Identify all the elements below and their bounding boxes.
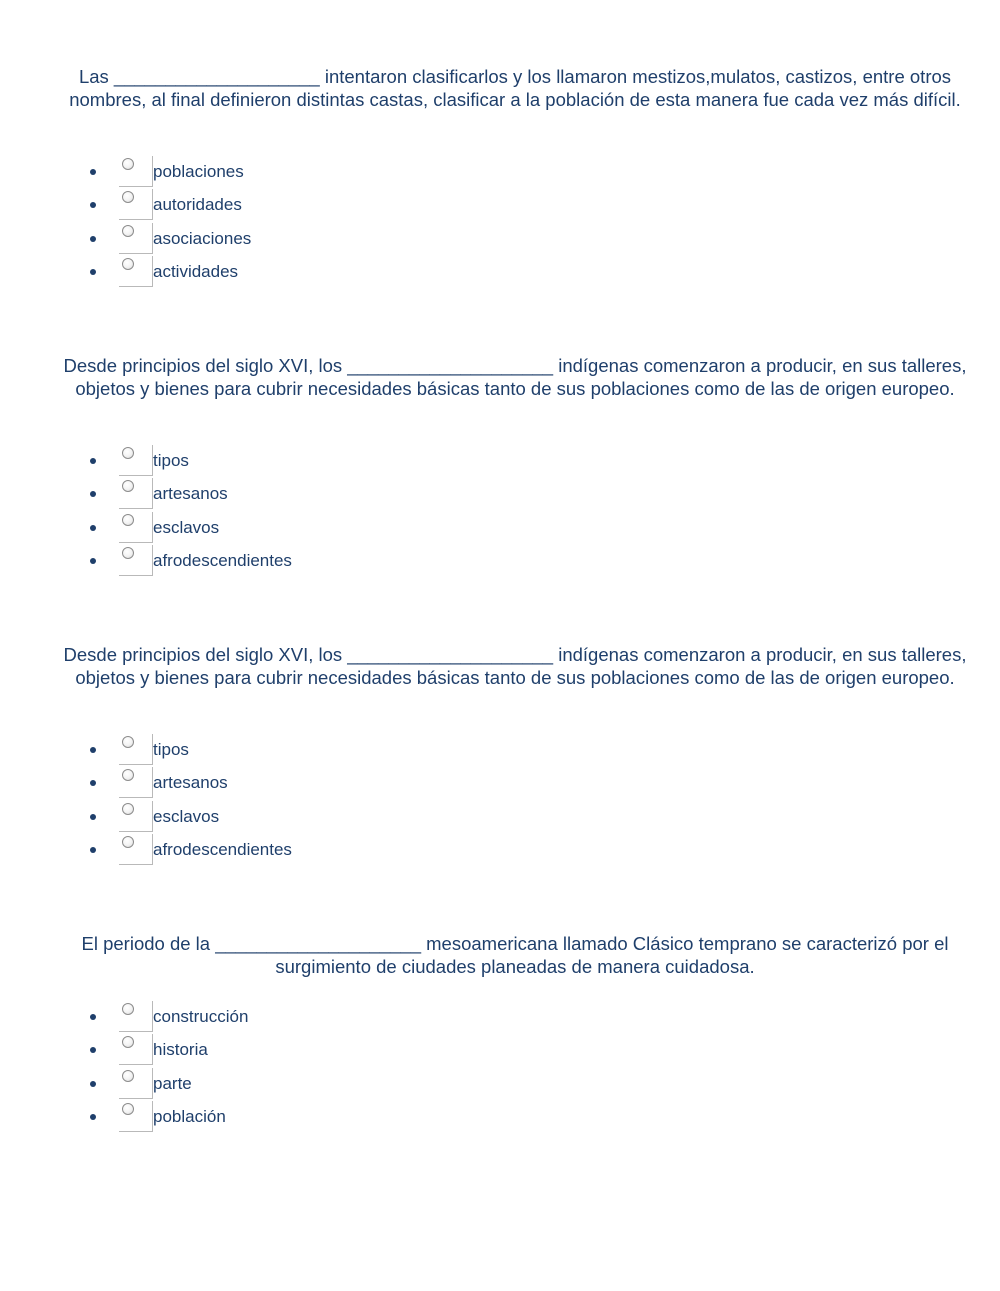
bullet-icon	[90, 236, 96, 242]
radio-circle-icon	[122, 1070, 134, 1082]
answer-option-label[interactable]: actividades	[153, 262, 239, 282]
answer-option-label[interactable]: parte	[153, 1073, 192, 1093]
answer-option-label[interactable]: tipos	[153, 451, 189, 470]
radio-circle-icon	[122, 803, 134, 815]
radio-button[interactable]	[119, 445, 153, 476]
question-2	[60, 355, 970, 571]
bullet-icon	[90, 780, 96, 786]
radio-circle-icon	[122, 447, 134, 459]
radio-button[interactable]	[119, 545, 153, 576]
radio-circle-icon	[122, 191, 134, 203]
answer-option-label[interactable]: esclavos	[153, 806, 220, 826]
answer-option-label[interactable]: tipos	[153, 740, 189, 759]
answer-option-label[interactable]: artesanos	[153, 484, 228, 504]
radio-button[interactable]	[119, 801, 153, 832]
radio-circle-icon	[122, 547, 134, 559]
question-prompt: Las ____________________ intentaron clasificarlos y los llamaron mestizos,mulatos, castizos, entre otros nombres, al final definieron distintas castas, clasificar a la población de esta manera fue cada vez más difícil.	[69, 66, 961, 110]
bullet-icon	[90, 847, 96, 853]
radio-circle-icon	[122, 1103, 134, 1115]
radio-circle-icon	[122, 1036, 134, 1048]
radio-button[interactable]	[119, 1101, 153, 1132]
radio-button[interactable]	[119, 834, 153, 865]
radio-button[interactable]	[119, 512, 153, 543]
bullet-icon	[90, 1014, 96, 1020]
radio-button[interactable]	[119, 156, 153, 187]
bullet-icon	[90, 1047, 96, 1053]
question-prompt: Desde principios del siglo XVI, los ____________________ indígenas comenzaron a producir, en sus talleres, objetos y bienes para cubrir necesidades básicas tanto de sus poblaciones como de las de origen europeo.	[63, 644, 967, 688]
bullet-icon	[90, 458, 96, 464]
answer-option-label[interactable]: historia	[153, 1040, 208, 1060]
bullet-icon	[90, 814, 96, 820]
answer-option-label[interactable]: esclavos	[153, 517, 220, 537]
answer-option-label[interactable]: afrodescendientes	[153, 840, 292, 860]
radio-button[interactable]	[119, 478, 153, 509]
radio-button[interactable]	[119, 767, 153, 798]
bullet-icon	[90, 558, 96, 564]
bullet-icon	[90, 747, 96, 753]
radio-button[interactable]	[119, 223, 153, 254]
answer-option-label[interactable]: artesanos	[153, 773, 228, 793]
bullet-icon	[90, 1114, 96, 1120]
radio-button[interactable]	[119, 734, 153, 765]
radio-button[interactable]	[119, 1068, 153, 1099]
radio-circle-icon	[122, 1003, 134, 1015]
radio-circle-icon	[122, 514, 134, 526]
radio-button[interactable]	[119, 1001, 153, 1032]
radio-circle-icon	[122, 736, 134, 748]
bullet-icon	[90, 202, 96, 208]
radio-button[interactable]	[119, 256, 153, 287]
question-3	[60, 644, 970, 860]
bullet-icon	[90, 169, 96, 175]
radio-circle-icon	[122, 158, 134, 170]
answer-option-label[interactable]: autoridades	[153, 195, 242, 215]
answer-option-label[interactable]: población	[153, 1107, 226, 1127]
radio-button[interactable]	[119, 189, 153, 220]
radio-button[interactable]	[119, 1034, 153, 1065]
radio-circle-icon	[122, 769, 134, 781]
question-4	[60, 933, 970, 1127]
answer-option-label[interactable]: poblaciones	[153, 162, 244, 181]
answer-option-label[interactable]: construcción	[153, 1007, 249, 1026]
radio-circle-icon	[122, 480, 134, 492]
answer-option-label[interactable]: afrodescendientes	[153, 551, 292, 571]
question-prompt: Desde principios del siglo XVI, los ____________________ indígenas comenzaron a producir, en sus talleres, objetos y bienes para cubrir necesidades básicas tanto de sus poblaciones como de las de origen europeo.	[63, 355, 967, 399]
radio-circle-icon	[122, 225, 134, 237]
answer-option-label[interactable]: asociaciones	[153, 228, 252, 248]
question-prompt: El periodo de la ____________________ mesoamericana llamado Clásico temprano se caracterizó por el surgimiento de ciudades planeadas de manera cuidadosa.	[81, 933, 949, 977]
bullet-icon	[90, 269, 96, 275]
bullet-icon	[90, 525, 96, 531]
bullet-icon	[90, 1081, 96, 1087]
bullet-icon	[90, 491, 96, 497]
radio-circle-icon	[122, 836, 134, 848]
question-1	[60, 66, 970, 282]
radio-circle-icon	[122, 258, 134, 270]
